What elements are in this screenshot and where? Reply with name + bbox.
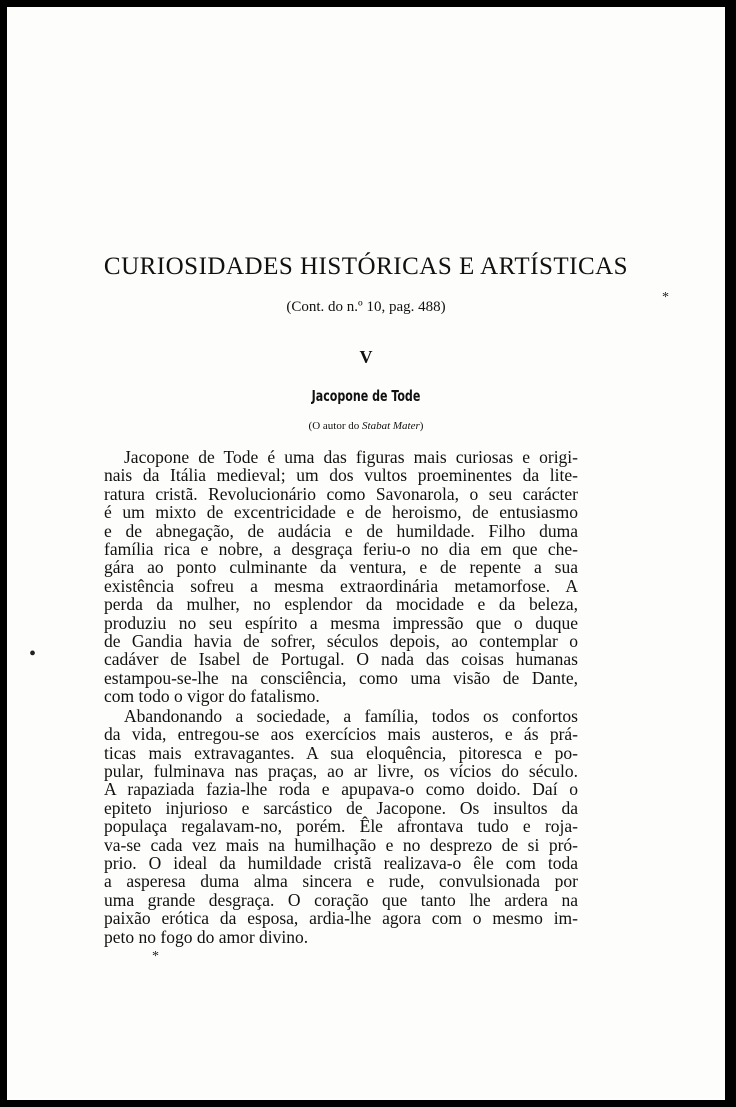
text-line: de Gandia havia de sofrer, séculos depois, ao contemplar o [104, 631, 578, 652]
text-line: pular, fulminava nas praças, ao ar livre, os vícios do século. [104, 760, 578, 781]
attribution-work: Stabat Mater [362, 420, 420, 432]
text-line: peto no fogo do amor divino. [104, 926, 309, 947]
text-line: produziu no seu espírito a mesma impressão que o duque [104, 612, 578, 633]
continuation-note: (Cont. do n.º 10, pag. 488) [286, 299, 446, 315]
text-line: perda da mulher, no esplendor da mocidade e da beleza, [104, 594, 578, 615]
paragraph-2 [104, 707, 578, 946]
asterisk-ornament-right: * [662, 290, 669, 305]
asterisk-ornament-bottom: * [152, 949, 159, 964]
text-line: é um mixto de excentricidade e de heroismo, de entusiasmo [104, 502, 578, 523]
paragraph-1 [104, 448, 578, 706]
text-line: estampou-se-lhe na consciência, como uma visão de Dante, [104, 667, 578, 688]
text-line: e de abnegação, de audácia e de humildade. Filho duma [104, 520, 578, 541]
text-line: Jacopone de Tode é uma das figuras mais curiosas e origi- [124, 447, 578, 467]
text-line: A rapaziada fazia-lhe roda e apupava-o como doido. Daí o [104, 779, 578, 800]
text-line: epiteto injurioso e sarcástico de Jacopone. Os insultos da [104, 797, 578, 818]
section-number: V [359, 347, 373, 367]
text-line: a asperesa duma alma sincera e rude, convulsionada por [104, 871, 578, 892]
text-line: da vida, entregou-se aos exercícios mais austeros, e ás prá- [104, 724, 578, 745]
attribution [7, 420, 725, 432]
text-line: com todo o vigor do fatalismo. [104, 686, 320, 707]
attribution-suffix: ) [419, 420, 424, 432]
text-line: cadáver de Isabel de Portugal. O nada das coisas humanas [104, 649, 578, 670]
attribution-prefix: (O autor do [308, 420, 363, 432]
text-line: Abandonando a sociedade, a família, todos os confortos [124, 705, 578, 726]
text-line: ticas mais extravagantes. A sua eloquência, pitoresca e po- [104, 742, 578, 763]
text-line: va-se cada vez mais na humilhação e no desprezo de si pró- [104, 834, 578, 855]
text-line: paixão erótica da esposa, ardia-lhe agora com o mesmo im- [104, 908, 578, 929]
text-line: prio. O ideal da humildade cristã realizava-o êle com toda [104, 852, 578, 873]
bullet-ornament-left: • [29, 643, 37, 665]
text-line: populaça regalavam-no, porém. Êle afrontava tudo e roja- [104, 816, 578, 837]
text-line: uma grande desgraça. O coração que tanto lhe ardera na [104, 889, 578, 910]
text-line: família rica e nobre, a desgraça feriu-o no dia em que che- [104, 539, 578, 560]
text-line: gára ao ponto culminante da ventura, e de repente a sua [104, 557, 578, 578]
section-subject: Jacopone de Tode [311, 387, 421, 405]
page-title: CURIOSIDADES HISTÓRICAS E ARTÍSTICAS [103, 253, 629, 280]
text-line: nais da Itália medieval; um dos vultos proeminentes da lite- [104, 465, 578, 486]
text-line: ratura cristã. Revolucionário como Savonarola, o seu carácter [104, 483, 578, 504]
document-page [7, 7, 725, 1100]
text-line: existência sofreu a mesma extraordinária metamorfose. A [104, 575, 578, 596]
article-body [104, 448, 578, 947]
